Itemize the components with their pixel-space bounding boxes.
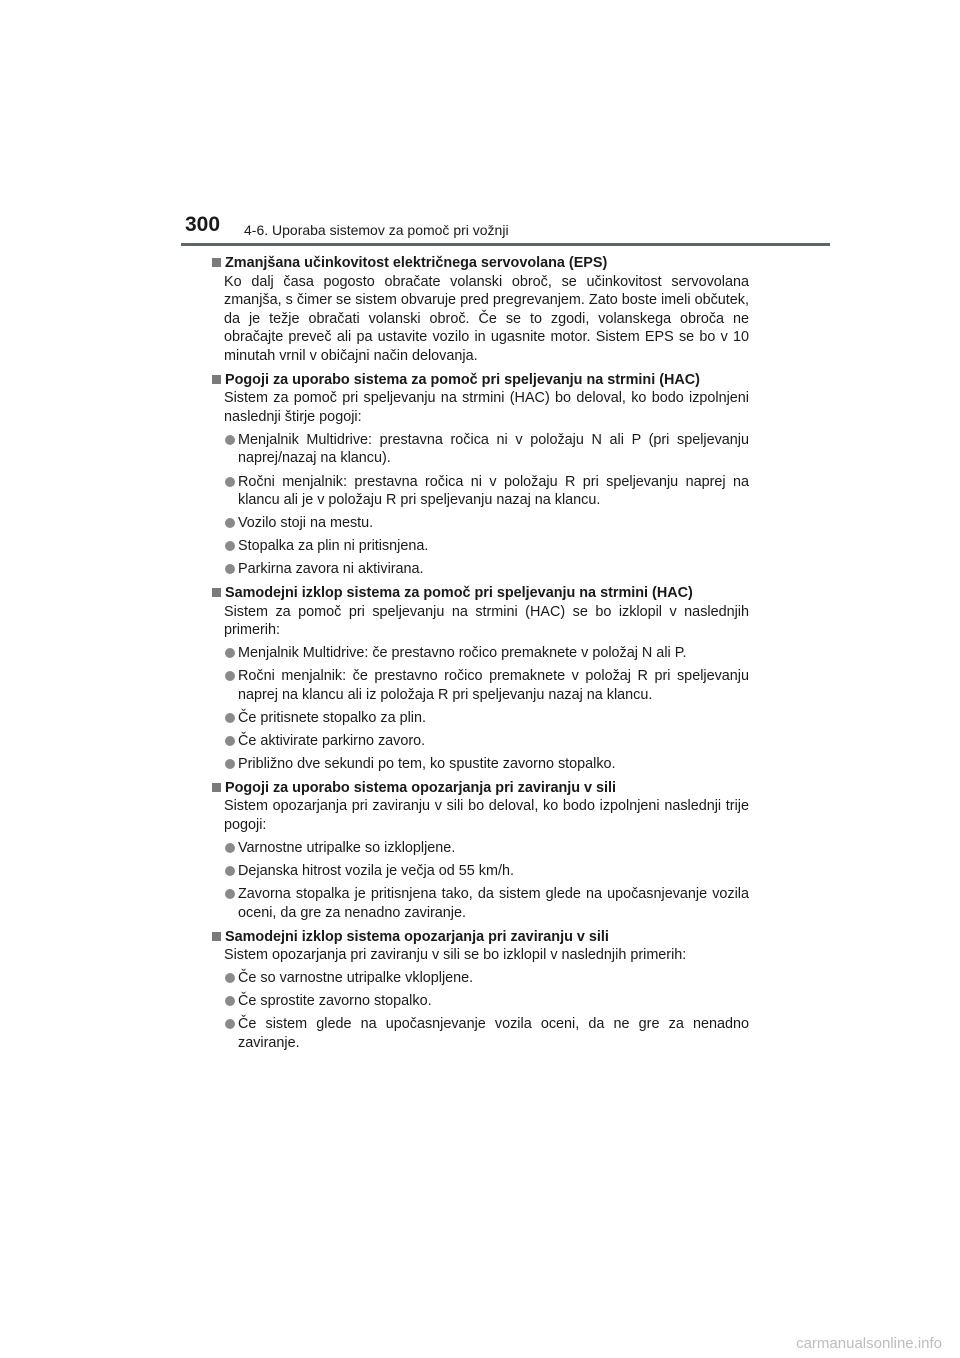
list-item bbox=[211, 537, 749, 556]
list-item-text: Približno dve sekundi po tem, ko spustite zavorno stopalko. bbox=[238, 756, 616, 773]
square-bullet-icon bbox=[212, 783, 221, 792]
section-body bbox=[211, 603, 749, 640]
round-bullet-icon bbox=[225, 843, 235, 853]
list-item bbox=[211, 755, 749, 774]
round-bullet-icon bbox=[225, 477, 235, 487]
section-body bbox=[211, 797, 749, 834]
square-bullet-icon bbox=[212, 258, 221, 267]
list-item-text: Stopalka za plin ni pritisnjena. bbox=[238, 538, 429, 555]
list-item bbox=[211, 709, 749, 728]
section-heading bbox=[211, 779, 749, 798]
list-item-text: Ročni menjalnik: če prestavno ročico premaknete v položaj R pri speljevanju naprej na klancu ali iz položaja R pri speljevanju nazaj na klancu. bbox=[238, 668, 749, 703]
round-bullet-icon bbox=[225, 1019, 235, 1029]
round-bullet-icon bbox=[225, 713, 235, 723]
section-heading bbox=[211, 371, 749, 390]
section-title: 4-6. Uporaba sistemov za pomoč pri vožnji bbox=[244, 222, 509, 238]
section-heading bbox=[211, 928, 749, 947]
list-item bbox=[211, 992, 749, 1011]
list-item bbox=[211, 862, 749, 881]
section-paragraph: Sistem za pomoč pri speljevanju na strmini (HAC) se bo izklopil v naslednjih primerih: bbox=[224, 603, 749, 639]
list-item-text: Menjalnik Multidrive: prestavna ročica ni v položaju N ali P (pri speljevanju naprej/nazaj na klancu). bbox=[238, 431, 749, 467]
page-number: 300 bbox=[185, 213, 221, 236]
round-bullet-icon bbox=[225, 648, 235, 658]
list-item bbox=[211, 473, 749, 510]
square-bullet-icon bbox=[212, 932, 221, 941]
round-bullet-icon bbox=[225, 736, 235, 746]
round-bullet-icon bbox=[225, 435, 235, 445]
list-item bbox=[211, 732, 749, 751]
manual-section bbox=[211, 928, 749, 1053]
list-item-text: Varnostne utripalke so izklopljene. bbox=[238, 840, 456, 857]
list-item-text: Če so varnostne utripalke vklopljene. bbox=[238, 970, 474, 987]
section-paragraph: Sistem opozarjanja pri zaviranju v sili bo deloval, ko bodo izpolnjeni naslednji trije pogoji: bbox=[224, 798, 749, 834]
section-body bbox=[211, 389, 749, 426]
square-bullet-icon bbox=[212, 375, 221, 384]
list-item bbox=[211, 667, 749, 704]
list-item-text: Če aktivirate parkirno zavoro. bbox=[238, 733, 426, 750]
list-item-text: Dejanska hitrost vozila je večja od 55 km/h. bbox=[238, 863, 514, 880]
header-rule bbox=[181, 243, 830, 246]
square-bullet-icon bbox=[212, 588, 221, 597]
section-heading-text: Samodejni izklop sistema za pomoč pri speljevanju na strmini (HAC) bbox=[225, 585, 693, 601]
section-paragraph: Ko dalj časa pogosto obračate volanski obroč, se učinkovitost servovolana zmanjša, s čimer se sistem obvaruje pred pregrevanjem. Zato boste imeli občutek, da je težje obračati volanski obroč. Če se to zgodi, volanskega obroča ne obračajte preveč ali pa ustavite vozilo in ugasnite motor. Sistem EPS se bo v 10 minutah vrnil v običajni način delovanja. bbox=[224, 273, 749, 364]
list-item-text: Menjalnik Multidrive: če prestavno ročico premaknete v položaj N ali P. bbox=[238, 645, 687, 662]
section-heading bbox=[211, 254, 749, 273]
round-bullet-icon bbox=[225, 564, 235, 574]
round-bullet-icon bbox=[225, 541, 235, 551]
list-item bbox=[211, 1015, 749, 1052]
section-body bbox=[211, 273, 749, 366]
round-bullet-icon bbox=[225, 996, 235, 1006]
manual-section bbox=[211, 584, 749, 774]
list-item-text: Če pritisnete stopalko za plin. bbox=[238, 710, 426, 727]
section-body bbox=[211, 946, 749, 965]
section-heading-text: Pogoji za uporabo sistema za pomoč pri speljevanju na strmini (HAC) bbox=[225, 371, 700, 388]
section-paragraph: Sistem opozarjanja pri zaviranju v sili se bo izklopil v naslednjih primerih: bbox=[224, 947, 687, 964]
round-bullet-icon bbox=[225, 671, 235, 681]
watermark: carmanualsonline.info bbox=[796, 1335, 942, 1352]
list-item-text: Ročni menjalnik: prestavna ročica ni v položaju R pri speljevanju naprej na klancu ali je v položaju R pri speljevanju nazaj na klancu. bbox=[238, 473, 749, 509]
list-item bbox=[211, 431, 749, 468]
list-item bbox=[211, 969, 749, 988]
round-bullet-icon bbox=[225, 866, 235, 876]
section-heading-text: Zmanjšana učinkovitost električnega servovolana (EPS) bbox=[225, 255, 608, 271]
round-bullet-icon bbox=[225, 973, 235, 983]
manual-section bbox=[211, 371, 749, 579]
list-item-text: Če sistem glede na upočasnjevanje vozila oceni, da ne gre za nenadno zaviranje. bbox=[238, 1016, 749, 1051]
round-bullet-icon bbox=[225, 889, 235, 899]
list-item bbox=[211, 560, 749, 579]
list-item-text: Če sprostite zavorno stopalko. bbox=[238, 993, 432, 1010]
list-item-text: Vozilo stoji na mestu. bbox=[238, 515, 374, 532]
list-item bbox=[211, 514, 749, 533]
list-item-text: Parkirna zavora ni aktivirana. bbox=[238, 561, 424, 578]
manual-section bbox=[211, 779, 749, 923]
manual-content bbox=[211, 254, 749, 1055]
list-item-text: Zavorna stopalka je pritisnjena tako, da sistem glede na upočasnjevanje vozila oceni, da gre za nenadno zaviranje. bbox=[238, 886, 749, 921]
section-heading-text: Samodejni izklop sistema opozarjanja pri zaviranju v sili bbox=[225, 928, 609, 945]
section-heading-text: Pogoji za uporabo sistema opozarjanja pri zaviranju v sili bbox=[225, 779, 617, 796]
manual-section bbox=[211, 254, 749, 366]
list-item bbox=[211, 839, 749, 858]
list-item bbox=[211, 644, 749, 663]
list-item bbox=[211, 885, 749, 922]
round-bullet-icon bbox=[225, 518, 235, 528]
section-heading bbox=[211, 584, 749, 603]
round-bullet-icon bbox=[225, 759, 235, 769]
section-paragraph: Sistem za pomoč pri speljevanju na strmini (HAC) bo deloval, ko bodo izpolnjeni naslednji štirje pogoji: bbox=[224, 390, 749, 425]
